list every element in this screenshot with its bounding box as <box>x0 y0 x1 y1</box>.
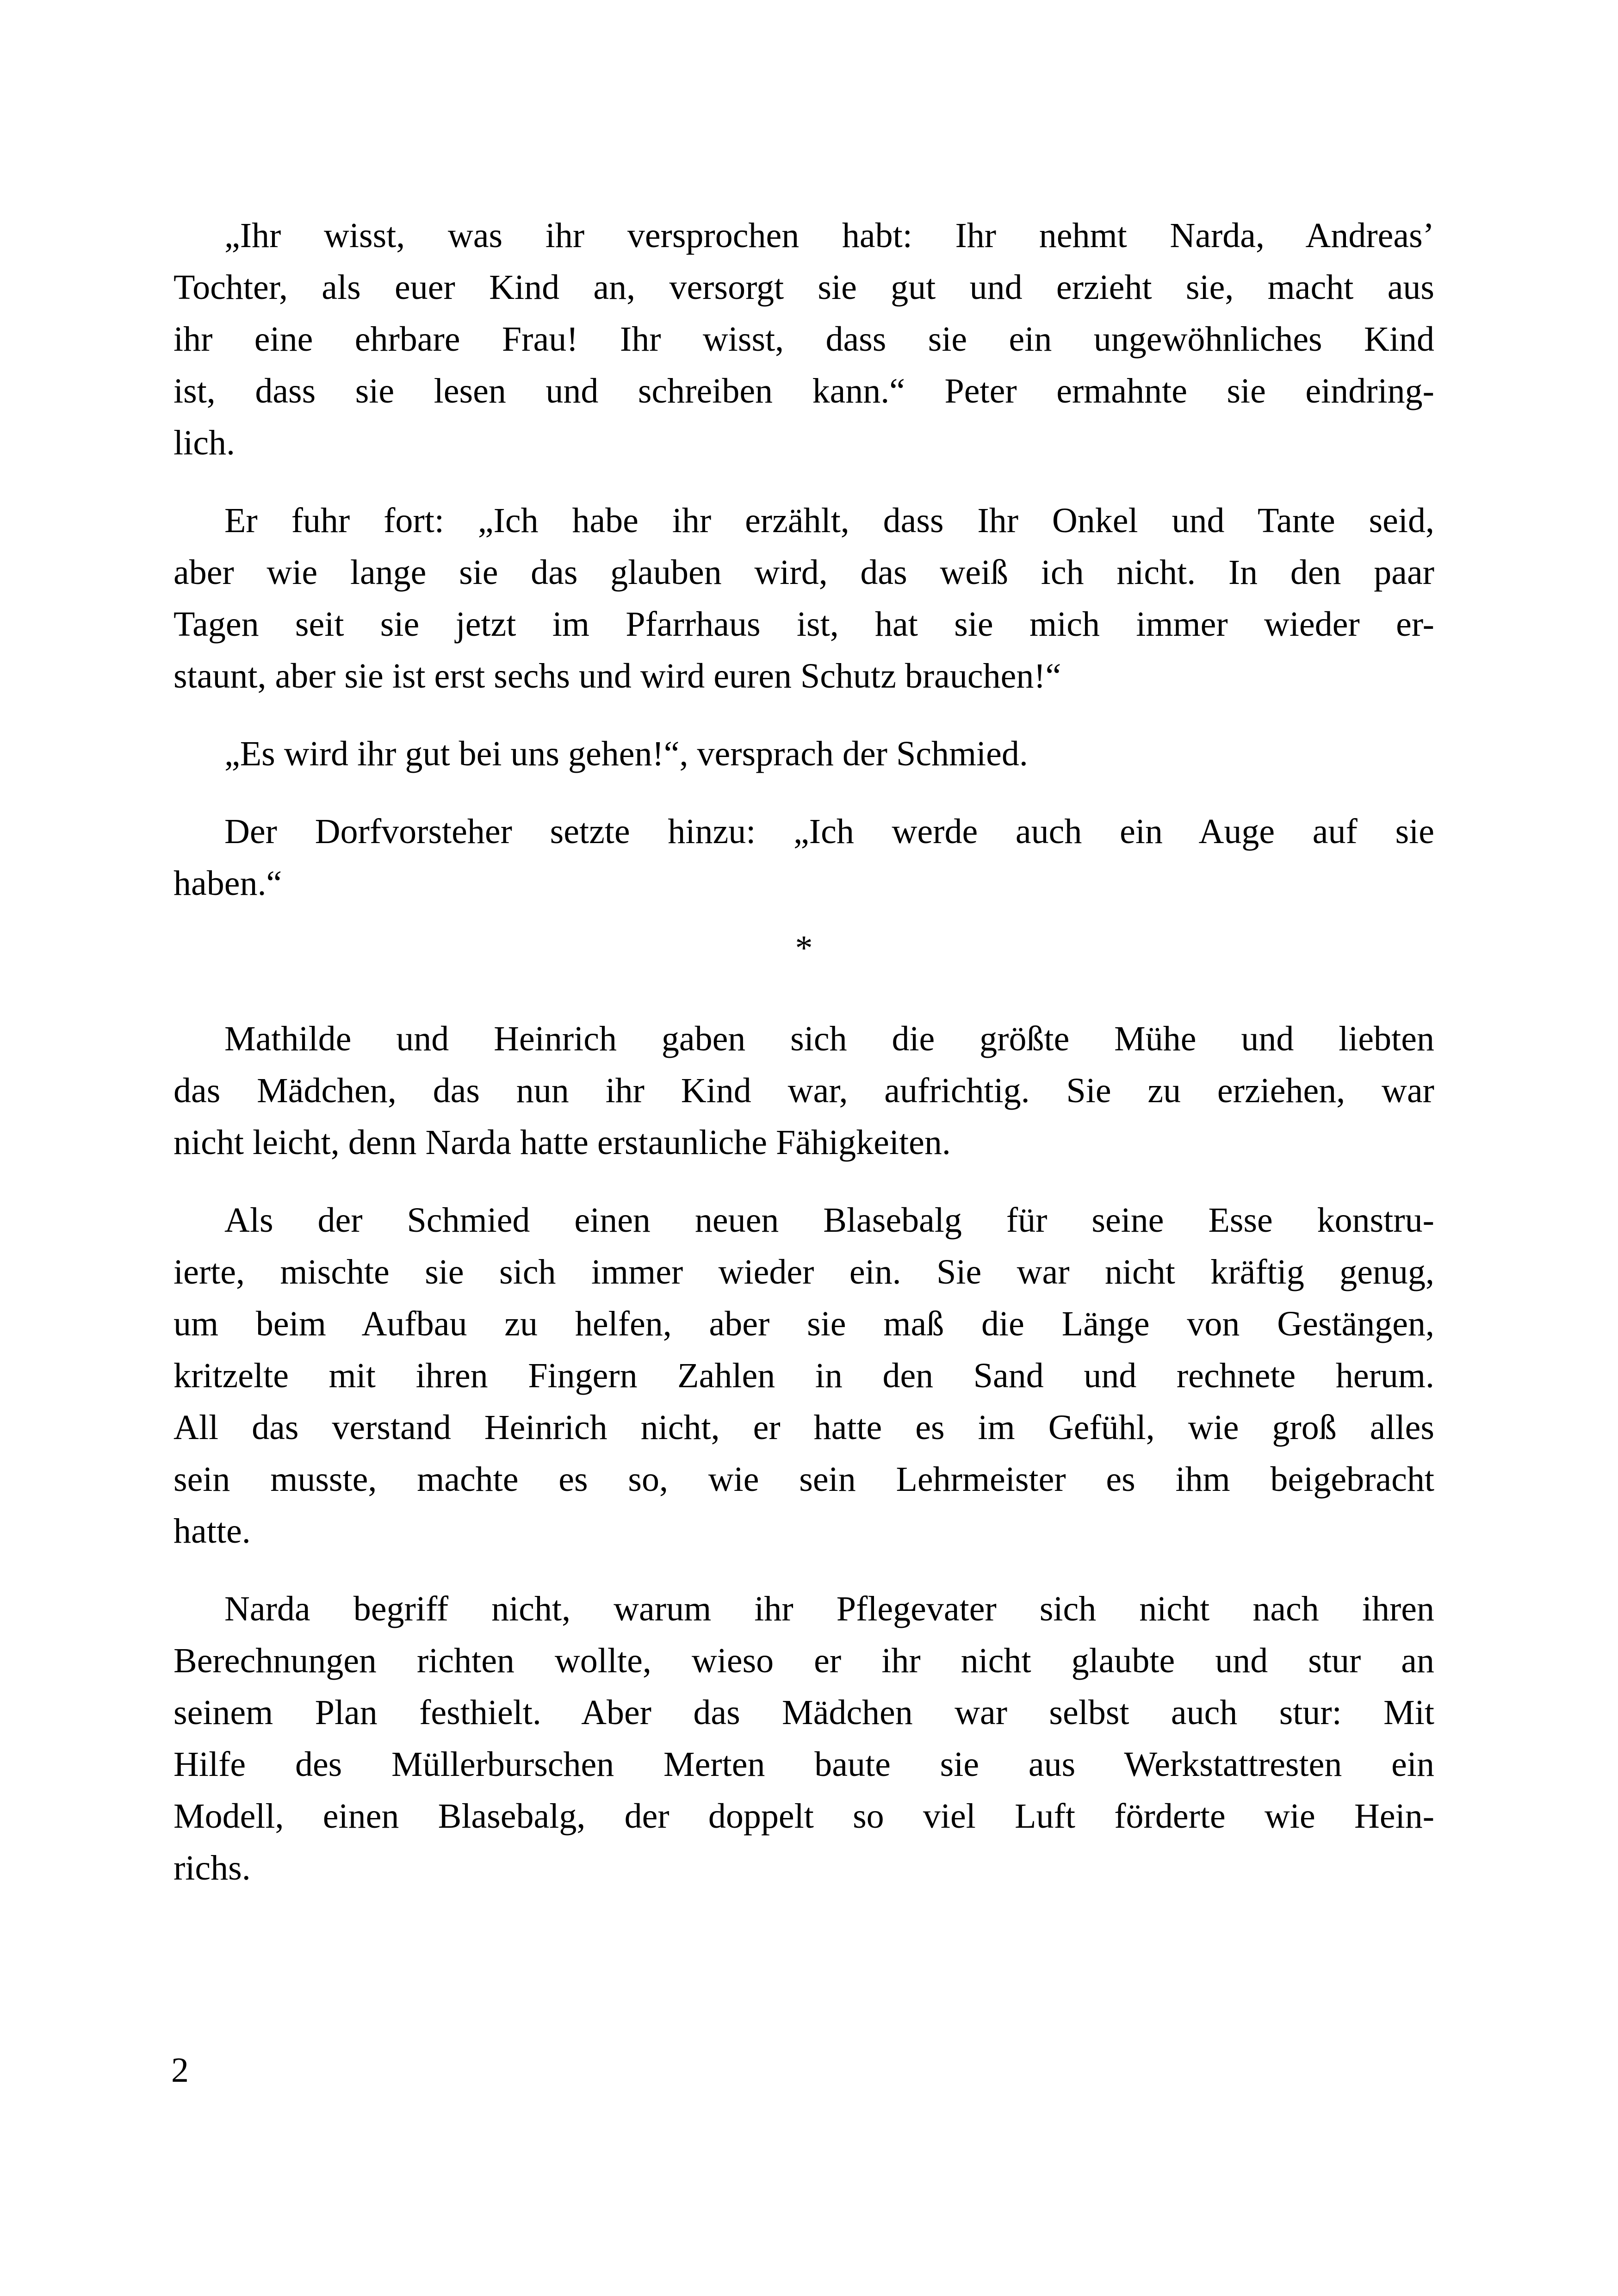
text-line: sein musste, machte es so, wie sein Lehrmeister es ihm beigebracht <box>174 1460 1434 1499</box>
text-line: seinem Plan festhielt. Aber das Mädchen war selbst auch stur: Mit <box>174 1693 1434 1732</box>
text-line: Tochter, als euer Kind an, versorgt sie gut und erzieht sie, macht aus <box>174 268 1434 307</box>
text-line: um beim Aufbau zu helfen, aber sie maß die Länge von Gestängen, <box>174 1304 1434 1343</box>
paragraph <box>174 806 1434 909</box>
text-line: hatte. <box>174 1512 251 1551</box>
text-line: Narda begriff nicht, warum ihr Pflegevater sich nicht nach ihren <box>224 1589 1434 1628</box>
page-number: 2 <box>171 2051 189 2090</box>
text-line: aber wie lange sie das glauben wird, das weiß ich nicht. In den paar <box>174 553 1434 592</box>
text-line: kritzelte mit ihren Fingern Zahlen in den Sand und rechnete herum. <box>174 1356 1434 1395</box>
text-line: Als der Schmied einen neuen Blasebalg für seine Esse konstru- <box>224 1201 1434 1240</box>
text-line: das Mädchen, das nun ihr Kind war, aufrichtig. Sie zu erziehen, war <box>174 1071 1434 1110</box>
text-line: nicht leicht, denn Narda hatte erstaunliche Fähigkeiten. <box>174 1123 951 1162</box>
text-line: ist, dass sie lesen und schreiben kann.“ Peter ermahnte sie eindring- <box>174 372 1434 410</box>
paragraph <box>174 495 1434 702</box>
text-line: Hilfe des Müllerburschen Merten baute sie aus Werkstattresten ein <box>174 1745 1434 1784</box>
paragraph <box>174 728 1434 780</box>
text-line: Der Dorfvorsteher setzte hinzu: „Ich werde auch ein Auge auf sie <box>224 812 1434 851</box>
text-line: haben.“ <box>174 864 282 903</box>
text-line: lich. <box>174 423 235 462</box>
paragraph <box>174 210 1434 469</box>
text-line: ierte, mischte sie sich immer wieder ein. Sie war nicht kräftig genug, <box>174 1253 1434 1291</box>
paragraph <box>174 1583 1434 1894</box>
text-line: „Ihr wisst, was ihr versprochen habt: Ihr nehmt Narda, Andreas’ <box>224 216 1434 255</box>
text-line: Tagen seit sie jetzt im Pfarrhaus ist, hat sie mich immer wieder er- <box>174 605 1434 644</box>
text-line: staunt, aber sie ist erst sechs und wird euren Schutz brauchen!“ <box>174 657 1061 695</box>
text-line: Mathilde und Heinrich gaben sich die größte Mühe und liebten <box>224 1019 1434 1058</box>
text-line: Berechnungen richten wollte, wieso er ihr nicht glaubte und stur an <box>174 1641 1434 1680</box>
text-line: All das verstand Heinrich nicht, er hatte es im Gefühl, wie groß alles <box>174 1408 1434 1447</box>
text-line: „Es wird ihr gut bei uns gehen!“, versprach der Schmied. <box>224 734 1028 773</box>
section-separator: * <box>795 929 813 968</box>
text-line: Er fuhr fort: „Ich habe ihr erzählt, dass Ihr Onkel und Tante seid, <box>224 501 1434 540</box>
paragraph <box>174 1013 1434 1168</box>
paragraph <box>174 1194 1434 1557</box>
text-body <box>174 210 1434 1920</box>
text-line: richs. <box>174 1849 251 1887</box>
text-line: ihr eine ehrbare Frau! Ihr wisst, dass sie ein ungewöhnliches Kind <box>174 320 1434 359</box>
text-line: Modell, einen Blasebalg, der doppelt so viel Luft förderte wie Hein- <box>174 1797 1434 1836</box>
